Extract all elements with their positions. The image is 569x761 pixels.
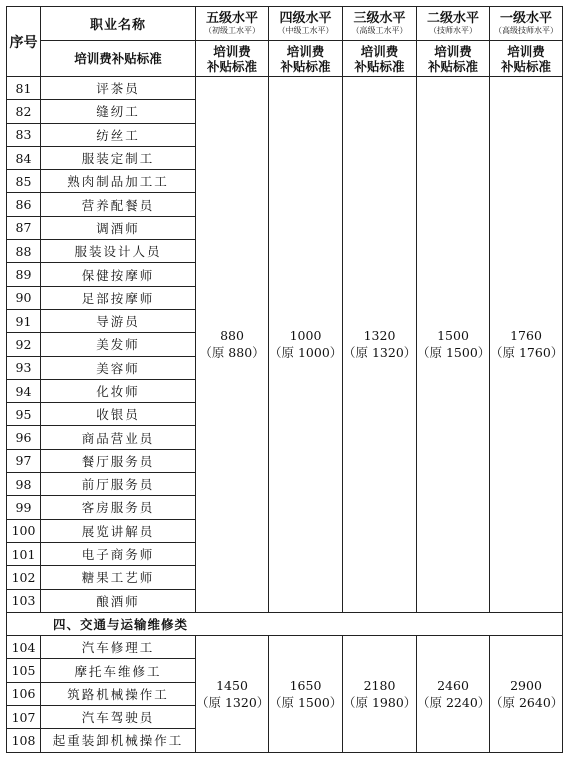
section-row <box>7 612 563 635</box>
occupation-name: 熟肉制品加工工 <box>41 170 196 193</box>
level-1-header <box>490 7 563 41</box>
group1-level-3-subsidy <box>343 77 417 613</box>
row-number: 96 <box>7 426 41 449</box>
level-title: 二级水平 <box>426 10 479 26</box>
subsidy-original: （原 2240） <box>417 694 491 710</box>
row-number: 101 <box>7 542 41 565</box>
row-number: 94 <box>7 379 41 402</box>
row-number: 85 <box>7 170 41 193</box>
level-3-header <box>343 7 417 41</box>
occupation-name: 筑路机械操作工 <box>41 682 196 705</box>
level-title: 五级水平 <box>205 10 258 26</box>
occupation-name: 摩托车维修工 <box>41 659 196 682</box>
seq-header: 序号 <box>7 7 41 77</box>
group1-level-1-subsidy <box>490 77 563 613</box>
subsidy-original: （原 880） <box>199 345 265 361</box>
level-subtitle: （高级工水平） <box>351 25 408 35</box>
std-line: 补贴标准 <box>427 58 478 74</box>
occupation-name: 美发师 <box>41 333 196 356</box>
row-number: 92 <box>7 333 41 356</box>
row-number: 90 <box>7 286 41 309</box>
row-number: 88 <box>7 240 41 263</box>
occupation-name: 收银员 <box>41 403 196 426</box>
level-subtitle: （初级工水平） <box>204 25 260 35</box>
occupation-name: 保健按摩师 <box>41 263 196 286</box>
occupation-name: 起重装卸机械操作工 <box>41 729 196 752</box>
row-number: 100 <box>7 519 41 542</box>
occupation-name: 汽车驾驶员 <box>41 706 196 729</box>
row-number: 83 <box>7 123 41 146</box>
level-title: 四级水平 <box>279 10 332 26</box>
subsidy-original: （原 1760） <box>490 345 564 361</box>
occupation-name: 服装定制工 <box>41 146 196 169</box>
occupation-name: 导游员 <box>41 309 196 332</box>
subsidy-value: 1320 <box>363 328 396 344</box>
subsidy-original: （原 1000） <box>269 345 343 361</box>
row-number: 97 <box>7 449 41 472</box>
row-number: 104 <box>7 636 41 659</box>
subsidy-table <box>6 6 563 753</box>
occupation-name: 足部按摩师 <box>41 286 196 309</box>
level-3-standard <box>343 41 417 77</box>
subsidy-original: （原 2640） <box>490 694 564 710</box>
row-number: 99 <box>7 496 41 519</box>
occupation-name: 展览讲解员 <box>41 519 196 542</box>
occupation-name: 服装设计人员 <box>41 240 196 263</box>
section-title: 四、交通与运输维修类 <box>7 612 563 635</box>
row-number: 93 <box>7 356 41 379</box>
occupation-name: 缝纫工 <box>41 100 196 123</box>
row-number: 95 <box>7 403 41 426</box>
subsidy-standard-header: 培训费补贴标准 <box>41 41 196 77</box>
group1-level-2-subsidy <box>417 77 490 613</box>
row-number: 107 <box>7 706 41 729</box>
level-subtitle: （高级技师水平） <box>494 25 558 35</box>
subsidy-value: 1000 <box>289 328 322 344</box>
occupation-name: 营养配餐员 <box>41 193 196 216</box>
std-line: 补贴标准 <box>280 58 331 74</box>
occupation-name: 评茶员 <box>41 77 196 100</box>
level-title: 一级水平 <box>499 10 552 26</box>
subsidy-value: 1760 <box>510 328 542 344</box>
subsidy-original: （原 1320） <box>196 694 270 710</box>
occupation-name: 糖果工艺师 <box>41 566 196 589</box>
subsidy-original: （原 1500） <box>269 694 343 710</box>
subsidy-value: 2460 <box>437 677 469 693</box>
occupation-name: 调酒师 <box>41 216 196 239</box>
group2-level-3-subsidy <box>343 636 417 752</box>
std-line: 补贴标准 <box>500 58 551 74</box>
group2-level-4-subsidy <box>269 636 343 752</box>
row-number: 105 <box>7 659 41 682</box>
level-5-header <box>196 7 269 41</box>
std-line: 培训费 <box>434 43 472 59</box>
row-number: 86 <box>7 193 41 216</box>
std-line: 补贴标准 <box>206 58 257 74</box>
row-number: 98 <box>7 473 41 496</box>
row-number: 108 <box>7 729 41 752</box>
occupation-name: 商品营业员 <box>41 426 196 449</box>
occupation-name: 餐厅服务员 <box>41 449 196 472</box>
group2-level-5-subsidy <box>196 636 269 752</box>
row-number: 106 <box>7 682 41 705</box>
row-number: 82 <box>7 100 41 123</box>
level-subtitle: （技师水平） <box>429 25 477 35</box>
std-line: 培训费 <box>213 43 251 59</box>
subsidy-value: 1500 <box>437 328 469 344</box>
row-number: 89 <box>7 263 41 286</box>
occupation-name: 酿酒师 <box>41 589 196 612</box>
occupation-name: 汽车修理工 <box>41 636 196 659</box>
row-number: 102 <box>7 566 41 589</box>
row-number: 91 <box>7 309 41 332</box>
occupation-name: 电子商务师 <box>41 542 196 565</box>
level-title: 三级水平 <box>353 10 406 26</box>
level-5-standard <box>196 41 269 77</box>
subsidy-value: 1650 <box>289 677 322 693</box>
group1-level-4-subsidy <box>269 77 343 613</box>
row-number: 87 <box>7 216 41 239</box>
level-1-standard <box>490 41 563 77</box>
std-line: 培训费 <box>507 43 545 59</box>
occupation-name: 化妆师 <box>41 379 196 402</box>
group2-level-2-subsidy <box>417 636 490 752</box>
level-4-standard <box>269 41 343 77</box>
occupation-name: 客房服务员 <box>41 496 196 519</box>
subsidy-value: 2180 <box>363 677 396 693</box>
subsidy-original: （原 1500） <box>417 345 491 361</box>
level-2-header <box>417 7 490 41</box>
subsidy-original: （原 1980） <box>343 694 417 710</box>
occupation-name: 前厅服务员 <box>41 473 196 496</box>
std-line: 补贴标准 <box>354 58 405 74</box>
std-line: 培训费 <box>286 43 325 59</box>
subsidy-original: （原 1320） <box>343 345 417 361</box>
level-2-standard <box>417 41 490 77</box>
level-subtitle: （中级工水平） <box>277 25 334 35</box>
row-number: 81 <box>7 77 41 100</box>
group1-level-5-subsidy <box>196 77 269 613</box>
std-line: 培训费 <box>360 43 399 59</box>
occupation-name: 美容师 <box>41 356 196 379</box>
row-number: 84 <box>7 146 41 169</box>
group2-level-1-subsidy <box>490 636 563 752</box>
subsidy-value: 1450 <box>216 677 248 693</box>
subsidy-value: 2900 <box>510 677 542 693</box>
row-number: 103 <box>7 589 41 612</box>
level-4-header <box>269 7 343 41</box>
table-row <box>7 77 563 100</box>
table-row <box>7 636 563 659</box>
occupation-name-header: 职业名称 <box>41 7 196 41</box>
subsidy-value: 880 <box>220 328 244 344</box>
occupation-name: 纺丝工 <box>41 123 196 146</box>
